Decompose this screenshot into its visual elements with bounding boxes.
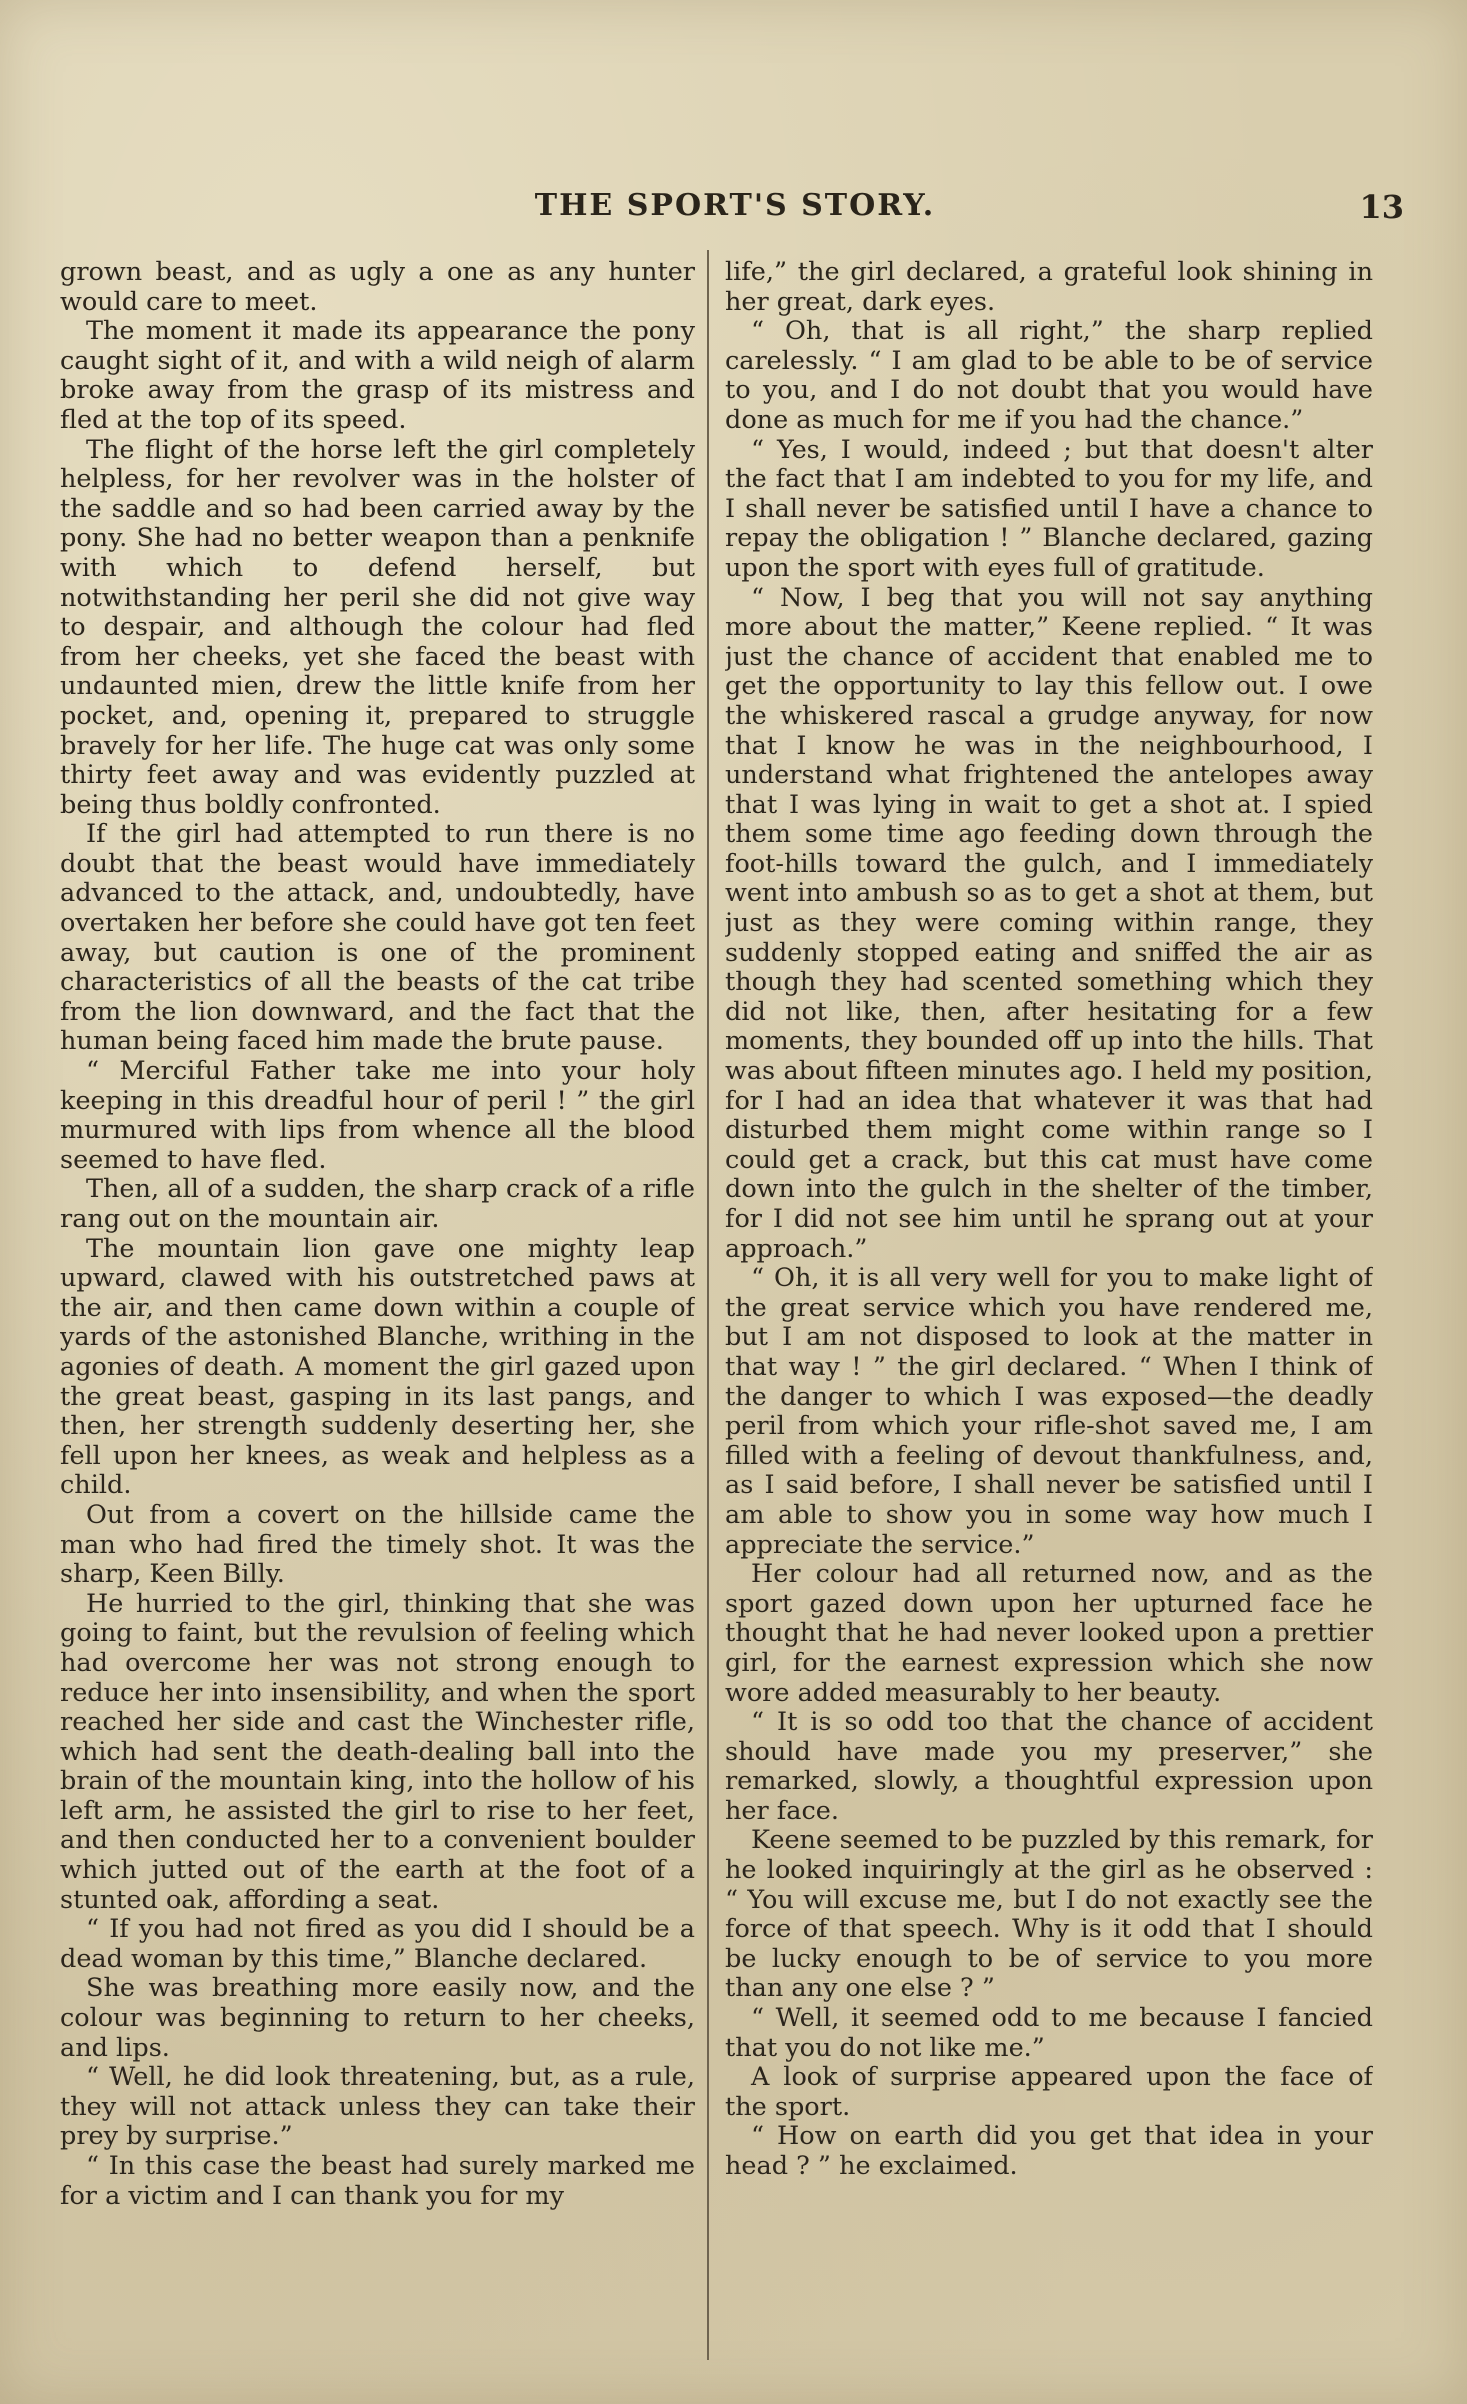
paragraph: “ Oh, that is all right,” the sharp replied carelessly. “ I am glad to be able to be of service to you, and I do not doubt that you would have done as much for me if you had the chance.” bbox=[725, 316, 1373, 435]
left-column bbox=[60, 258, 695, 2368]
paragraph: He hurried to the girl, thinking that she was going to faint, but the revulsion of feeling which had overcome her was not strong enough to reduce her into insensibility, and when the sport reached her side and cast the Winchester rifle, which had sent the death-dealing ball into the brain of the mountain king, into the hollow of his left arm, he assisted the girl to rise to her feet, and then conducted her to a convenient boulder which jutted out of the earth at the foot of a stunted oak, affording a seat. bbox=[60, 1588, 695, 1915]
paragraph: “ If you had not fired as you did I should be a dead woman by this time,” Blanche declared. bbox=[60, 1914, 695, 1974]
page-header bbox=[60, 188, 1410, 238]
right-column bbox=[725, 258, 1373, 2368]
paragraph: The moment it made its appearance the pony caught sight of it, and with a wild neigh of alarm broke away from the grasp of its mistress and fled at the top of its speed. bbox=[60, 316, 695, 435]
paragraph: Out from a covert on the hillside came the man who had fired the timely shot. It was the sharp, Keen Billy. bbox=[60, 1499, 695, 1590]
running-head: THE SPORT'S STORY. bbox=[534, 188, 936, 223]
paragraph: She was breathing more easily now, and the colour was beginning to return to her cheeks, and lips. bbox=[60, 1973, 695, 2063]
paragraph: “ Oh, it is all very well for you to make light of the great service which you have rendered me, but I am not disposed to look at the matter in that way ! ” the girl declared. “ When I think of the danger to which I was exposed—the deadly peril from which your rifle-shot saved me, I am filled with a feeling of devout thankfulness, and, as I said before, I shall never be satisfied until I am able to show you in some way how much I appreciate the service.” bbox=[725, 1263, 1373, 1560]
paragraph: If the girl had attempted to run there is no doubt that the beast would have immediately advanced to the attack, and, undoubtedly, have overtaken her before she could have got ten feet away, but caution is one of the prominent characteristics of all the beasts of the cat tribe from the lion downward, and the fact that the human being faced him made the brute pause. bbox=[60, 819, 695, 1057]
paragraph: “ Merciful Father take me into your holy keeping in this dreadful hour of peril ! ” the girl murmured with lips from whence all the blood seemed to have fled. bbox=[60, 1056, 695, 1175]
paragraph: A look of surprise appeared upon the face of the sport. bbox=[725, 2062, 1373, 2122]
page-number: 13 bbox=[1359, 188, 1404, 226]
paragraph: Then, all of a sudden, the sharp crack of a rifle rang out on the mountain air. bbox=[60, 1174, 695, 1234]
paragraph: Her colour had all returned now, and as the sport gazed down upon her upturned face he thought that he had never looked upon a prettier girl, for the earnest expression which she now wore added measurably to her beauty. bbox=[725, 1559, 1373, 1708]
paragraph: “ Yes, I would, indeed ; but that doesn't alter the fact that I am indebted to you for my life, and I shall never be satisfied until I have a chance to repay the obligation ! ” Blanche declared, gazing upon the sport with eyes full of gratitude. bbox=[725, 434, 1373, 583]
paragraph: Keene seemed to be puzzled by this remark, for he looked inquiringly at the girl as he observed : “ You will excuse me, but I do not exactly see the force of that speech. Why is it odd that I should be lucky enough to be of service to you more than any one else ? ” bbox=[725, 1825, 1373, 2004]
paragraph: “ Well, it seemed odd to me because I fancied that you do not like me.” bbox=[725, 2003, 1373, 2063]
paragraph: The mountain lion gave one mighty leap upward, clawed with his outstretched paws at the air, and then came down within a couple of yards of the astonished Blanche, writhing in the agonies of death. A moment the girl gazed upon the great beast, gasping in its last pangs, and then, her strength suddenly deserting her, she fell upon her knees, as weak and helpless as a child. bbox=[60, 1233, 695, 1501]
paragraph: “ In this case the beast had surely marked me for a victim and I can thank you for my bbox=[60, 2151, 695, 2211]
paragraph: “ How on earth did you get that idea in your head ? ” he exclaimed. bbox=[725, 2121, 1373, 2181]
paragraph: “ It is so odd too that the chance of accident should have made you my preserver,” she remarked, slowly, a thoughtful expression upon her face. bbox=[725, 1707, 1373, 1826]
paragraph: “ Well, he did look threatening, but, as a rule, they will not attack unless they can take their prey by surprise.” bbox=[60, 2062, 695, 2152]
paragraph: “ Now, I beg that you will not say anything more about the matter,” Keene replied. “ It was just the chance of accident that enabled me to get the opportunity to lay this fellow out. I owe the whiskered rascal a grudge anyway, for now that I know he was in the neighbourhood, I understand what frightened the antelopes away that I was lying in wait to get a shot at. I spied them some time ago feeding down through the foot-hills toward the gulch, and I immediately went into ambush so as to get a shot at them, but just as they were coming within range, they suddenly stopped eating and sniffed the air as though they had scented something which they did not like, then, after hesitating for a few moments, they bounded off up into the hills. That was about fifteen minutes ago. I held my position, for I had an idea that whatever it was that had disturbed them might come within range so I could get a crack, but this cat must have come down into the gulch in the shelter of the timber, for I did not see him until he sprang out at your approach.” bbox=[725, 582, 1373, 1264]
paragraph: life,” the girl declared, a grateful look shining in her great, dark eyes. bbox=[725, 258, 1373, 317]
paragraph: The flight of the horse left the girl completely helpless, for her revolver was in the holster of the saddle and so had been carried away by the pony. She had no better weapon than a penknife with which to defend herself, but notwithstanding her peril she did not give way to despair, and although the colour had fled from her cheeks, yet she faced the beast with undaunted mien, drew the little knife from her pocket, and, opening it, prepared to struggle bravely for her life. The huge cat was only some thirty feet away and was evidently puzzled at being thus boldly confronted. bbox=[60, 434, 695, 820]
column-divider bbox=[707, 250, 709, 2360]
paragraph: grown beast, and as ugly a one as any hunter would care to meet. bbox=[60, 258, 695, 317]
